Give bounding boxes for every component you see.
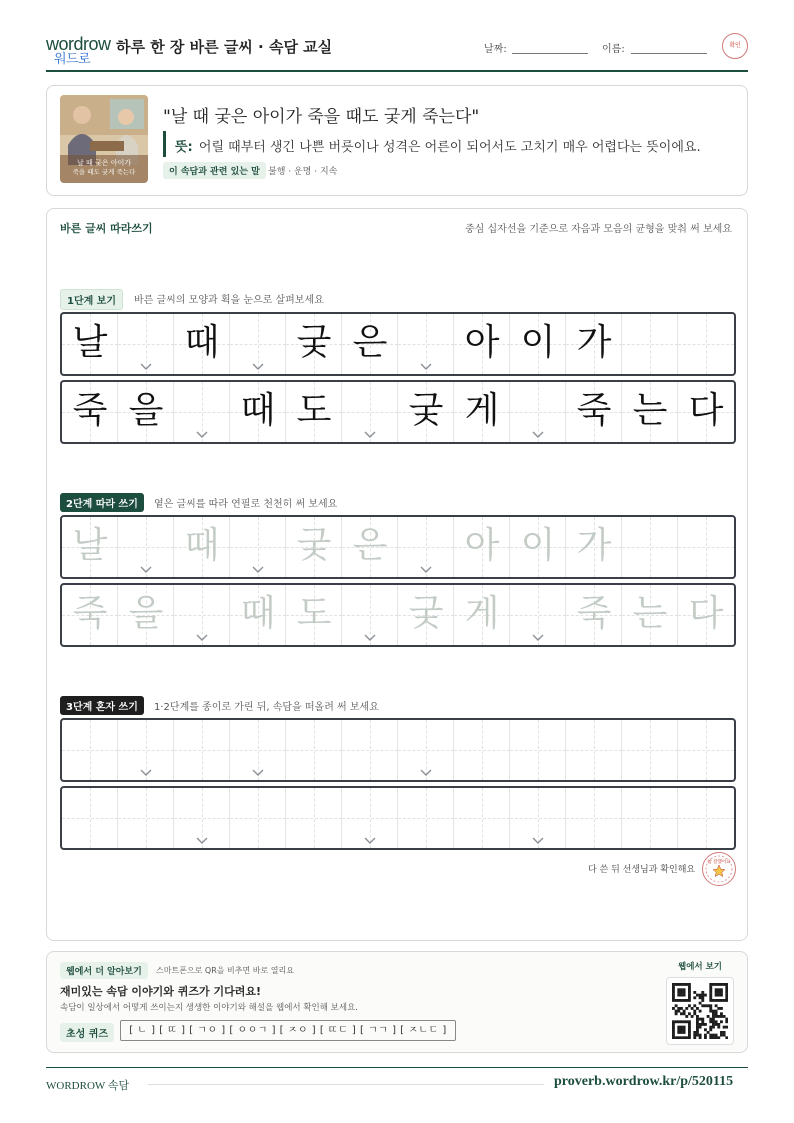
grid-char: 날: [72, 525, 108, 566]
logo-main: wordrow: [46, 34, 111, 54]
grid-cell[interactable]: [622, 788, 678, 848]
grid-char: 때: [184, 322, 220, 363]
space-mark-icon: [196, 836, 208, 846]
grid-char: 은: [352, 322, 388, 363]
proverb-meaning: [175, 136, 701, 155]
proverb-illustration: [60, 95, 148, 183]
grid-cell: [678, 382, 734, 442]
grid-char: 다: [688, 390, 724, 431]
grid-char: 때: [240, 593, 276, 634]
practice-hint: 중심 십자선을 기준으로 자음과 모음의 균형을 맞춰 써 보세요: [465, 224, 732, 235]
grid-char: 때: [184, 525, 220, 566]
story-headline: 재미있는 속담 이야기와 퀴즈가 기다려요!: [60, 985, 261, 998]
grid-cell[interactable]: [62, 788, 118, 848]
space-mark-icon: [140, 565, 152, 575]
grid-cell[interactable]: [118, 788, 174, 848]
grid-char: 을: [128, 593, 164, 634]
step1-row-2: [60, 380, 736, 444]
grid-char: 아: [464, 322, 500, 363]
grid-char: 게: [464, 593, 500, 634]
grid-cell[interactable]: [678, 585, 734, 645]
step2-row-2[interactable]: [60, 583, 736, 647]
grid-cell: [286, 382, 342, 442]
grid-cell[interactable]: [230, 788, 286, 848]
grid-char: 도: [296, 593, 332, 634]
grid-cell[interactable]: [62, 585, 118, 645]
space-mark-icon: [252, 565, 264, 575]
web-more-chip: 웹에서 더 알아보기: [60, 962, 148, 979]
grid-cell[interactable]: [398, 788, 454, 848]
grid-cell[interactable]: [230, 585, 286, 645]
space-mark-icon: [420, 565, 432, 575]
grid-cell[interactable]: [622, 517, 678, 577]
meaning-label: 뜻:: [175, 140, 193, 155]
grid-cell: [230, 382, 286, 442]
related-words: 불행 · 운명 · 지속: [268, 167, 338, 177]
space-mark-icon: [532, 633, 544, 643]
step3-label: 3단계 혼자 쓰기: [60, 696, 144, 715]
space-mark-icon: [364, 633, 376, 643]
grid-cell[interactable]: [286, 788, 342, 848]
grid-cell[interactable]: [174, 517, 230, 577]
grid-cell[interactable]: [566, 585, 622, 645]
grid-cell: [342, 314, 398, 374]
grid-cell[interactable]: [342, 720, 398, 780]
step2-row-1[interactable]: [60, 515, 736, 579]
qr-label: 웹에서 보기: [678, 962, 723, 972]
grid-cell[interactable]: [454, 585, 510, 645]
practice-title: 바른 글씨 따라쓰기: [60, 222, 153, 235]
quiz-answer-box: [ ㄴ ] [ ㄸ ] [ ㄱㅇ ] [ ㅇㅇㄱ ] [ ㅈㅇ ] [ ㄸㄷ ] [ ㄱㄱ ] [ ㅈㄴㄷ ]: [120, 1020, 456, 1041]
footer-brand: WORDROW 속담: [46, 1080, 130, 1092]
grid-cell[interactable]: [678, 517, 734, 577]
grid-cell[interactable]: [566, 517, 622, 577]
grid-cell[interactable]: [174, 720, 230, 780]
grid-char: 을: [128, 390, 164, 431]
confirm-stamp: 확인: [722, 33, 748, 59]
related-label: 이 속담과 관련 있는 말: [163, 162, 266, 179]
grid-char: 죽: [576, 593, 612, 634]
grid-cell[interactable]: [286, 585, 342, 645]
grid-cell[interactable]: [62, 720, 118, 780]
grid-char: 아: [464, 525, 500, 566]
step1-desc: 바른 글씨의 모양과 획을 눈으로 살펴보세요: [134, 295, 324, 306]
grid-cell[interactable]: [678, 720, 734, 780]
space-mark-icon: [364, 836, 376, 846]
grid-cell: [510, 314, 566, 374]
grid-cell[interactable]: [342, 517, 398, 577]
grid-cell[interactable]: [622, 585, 678, 645]
grid-cell[interactable]: [454, 720, 510, 780]
grid-cell: [454, 314, 510, 374]
grid-cell[interactable]: [286, 720, 342, 780]
grid-char: 이: [520, 525, 556, 566]
footer-line: [148, 1084, 544, 1085]
teacher-check-text: 다 쓴 뒤 선생님과 확인해요: [588, 865, 696, 875]
grid-cell: [622, 314, 678, 374]
proverb-title: "날 때 궂은 아이가 죽을 때도 궂게 죽는다": [163, 107, 480, 127]
grid-char: 죽: [72, 593, 108, 634]
qr-code[interactable]: [666, 977, 734, 1045]
grid-char: 궂: [408, 390, 444, 431]
grid-char: 날: [72, 322, 108, 363]
grid-char: 는: [632, 593, 668, 634]
space-mark-icon: [420, 362, 432, 372]
good-job-seal: [702, 852, 736, 886]
grid-cell[interactable]: [62, 517, 118, 577]
meaning-text: 어릴 때부터 생긴 나쁜 버릇이나 성격은 어른이 되어서도 고치기 매우 어렵다는 뜻이에요.: [198, 140, 701, 155]
grid-cell: [286, 314, 342, 374]
space-mark-icon: [252, 768, 264, 778]
name-field[interactable]: [631, 53, 707, 54]
grid-cell: [62, 382, 118, 442]
header-divider: [46, 70, 748, 72]
space-mark-icon: [532, 836, 544, 846]
quiz-label: 초성 퀴즈: [60, 1023, 114, 1042]
grid-char: 궂: [296, 525, 332, 566]
grid-cell[interactable]: [622, 720, 678, 780]
grid-cell[interactable]: [118, 585, 174, 645]
grid-cell: [566, 382, 622, 442]
page-title: 하루 한 장 바른 글씨 · 속담 교실: [116, 38, 333, 56]
grid-char: 도: [296, 390, 332, 431]
qr-code-icon: [672, 983, 728, 1039]
grid-cell[interactable]: [454, 788, 510, 848]
step3-row-2[interactable]: [60, 786, 736, 850]
step2-desc: 옅은 글씨를 따라 연필로 천천히 써 보세요: [154, 499, 338, 510]
name-label: 이름:: [602, 44, 625, 55]
grid-char: 다: [688, 593, 724, 634]
grid-cell[interactable]: [678, 788, 734, 848]
grid-cell: [454, 382, 510, 442]
qr-hint: 스마트폰으로 QR을 비추면 바로 열리요: [156, 966, 294, 975]
space-mark-icon: [252, 362, 264, 372]
grid-char: 죽: [72, 390, 108, 431]
step3-desc: 1·2단계를 종이로 가린 뒤, 속담을 떠올려 써 보세요: [154, 702, 379, 713]
grid-char: 는: [632, 390, 668, 431]
step1-row-1: [60, 312, 736, 376]
svg-text:죽을 때도 궂게 죽는다: 죽을 때도 궂게 죽는다: [72, 168, 136, 176]
space-mark-icon: [140, 768, 152, 778]
grid-cell: [174, 314, 230, 374]
grid-cell[interactable]: [286, 517, 342, 577]
date-label: 날짜:: [484, 44, 507, 55]
space-mark-icon: [420, 768, 432, 778]
wordrow-logo: [46, 34, 111, 66]
story-subtext: 속담이 일상에서 어떻게 쓰이는지 생생한 이야기와 해설을 웹에서 확인해 보세요.: [60, 1003, 358, 1013]
grid-cell[interactable]: [454, 517, 510, 577]
step2-label: 2단계 따라 쓰기: [60, 493, 144, 512]
svg-text:날 때 궂은 아이가: 날 때 궂은 아이가: [76, 159, 132, 167]
grid-char: 가: [576, 525, 612, 566]
grid-cell: [398, 382, 454, 442]
svg-text:참 잘했어요: 참 잘했어요: [707, 860, 731, 865]
step3-row-1[interactable]: [60, 718, 736, 782]
grid-cell[interactable]: [510, 517, 566, 577]
grid-char: 궂: [296, 322, 332, 363]
grid-cell: [622, 382, 678, 442]
grid-cell[interactable]: [510, 720, 566, 780]
meaning-accent-bar: [163, 131, 166, 157]
logo-sub: 워드로: [54, 51, 91, 66]
space-mark-icon: [196, 633, 208, 643]
space-mark-icon: [140, 362, 152, 372]
footer-url[interactable]: proverb.wordrow.kr/p/520115: [554, 1074, 734, 1089]
space-mark-icon: [364, 430, 376, 440]
grid-cell: [566, 314, 622, 374]
grid-cell[interactable]: [566, 788, 622, 848]
space-mark-icon: [532, 430, 544, 440]
grid-char: 때: [240, 390, 276, 431]
grid-cell: [678, 314, 734, 374]
grid-cell[interactable]: [398, 585, 454, 645]
grid-char: 죽: [576, 390, 612, 431]
grid-cell[interactable]: [566, 720, 622, 780]
grid-char: 이: [520, 322, 556, 363]
footer-divider: [46, 1067, 748, 1068]
space-mark-icon: [196, 430, 208, 440]
grid-cell: [118, 382, 174, 442]
grid-char: 게: [464, 390, 500, 431]
grid-char: 은: [352, 525, 388, 566]
grid-char: 가: [576, 322, 612, 363]
grid-cell: [62, 314, 118, 374]
grid-char: 궂: [408, 593, 444, 634]
date-field[interactable]: [512, 53, 588, 54]
step1-label: 1단계 보기: [60, 289, 123, 310]
